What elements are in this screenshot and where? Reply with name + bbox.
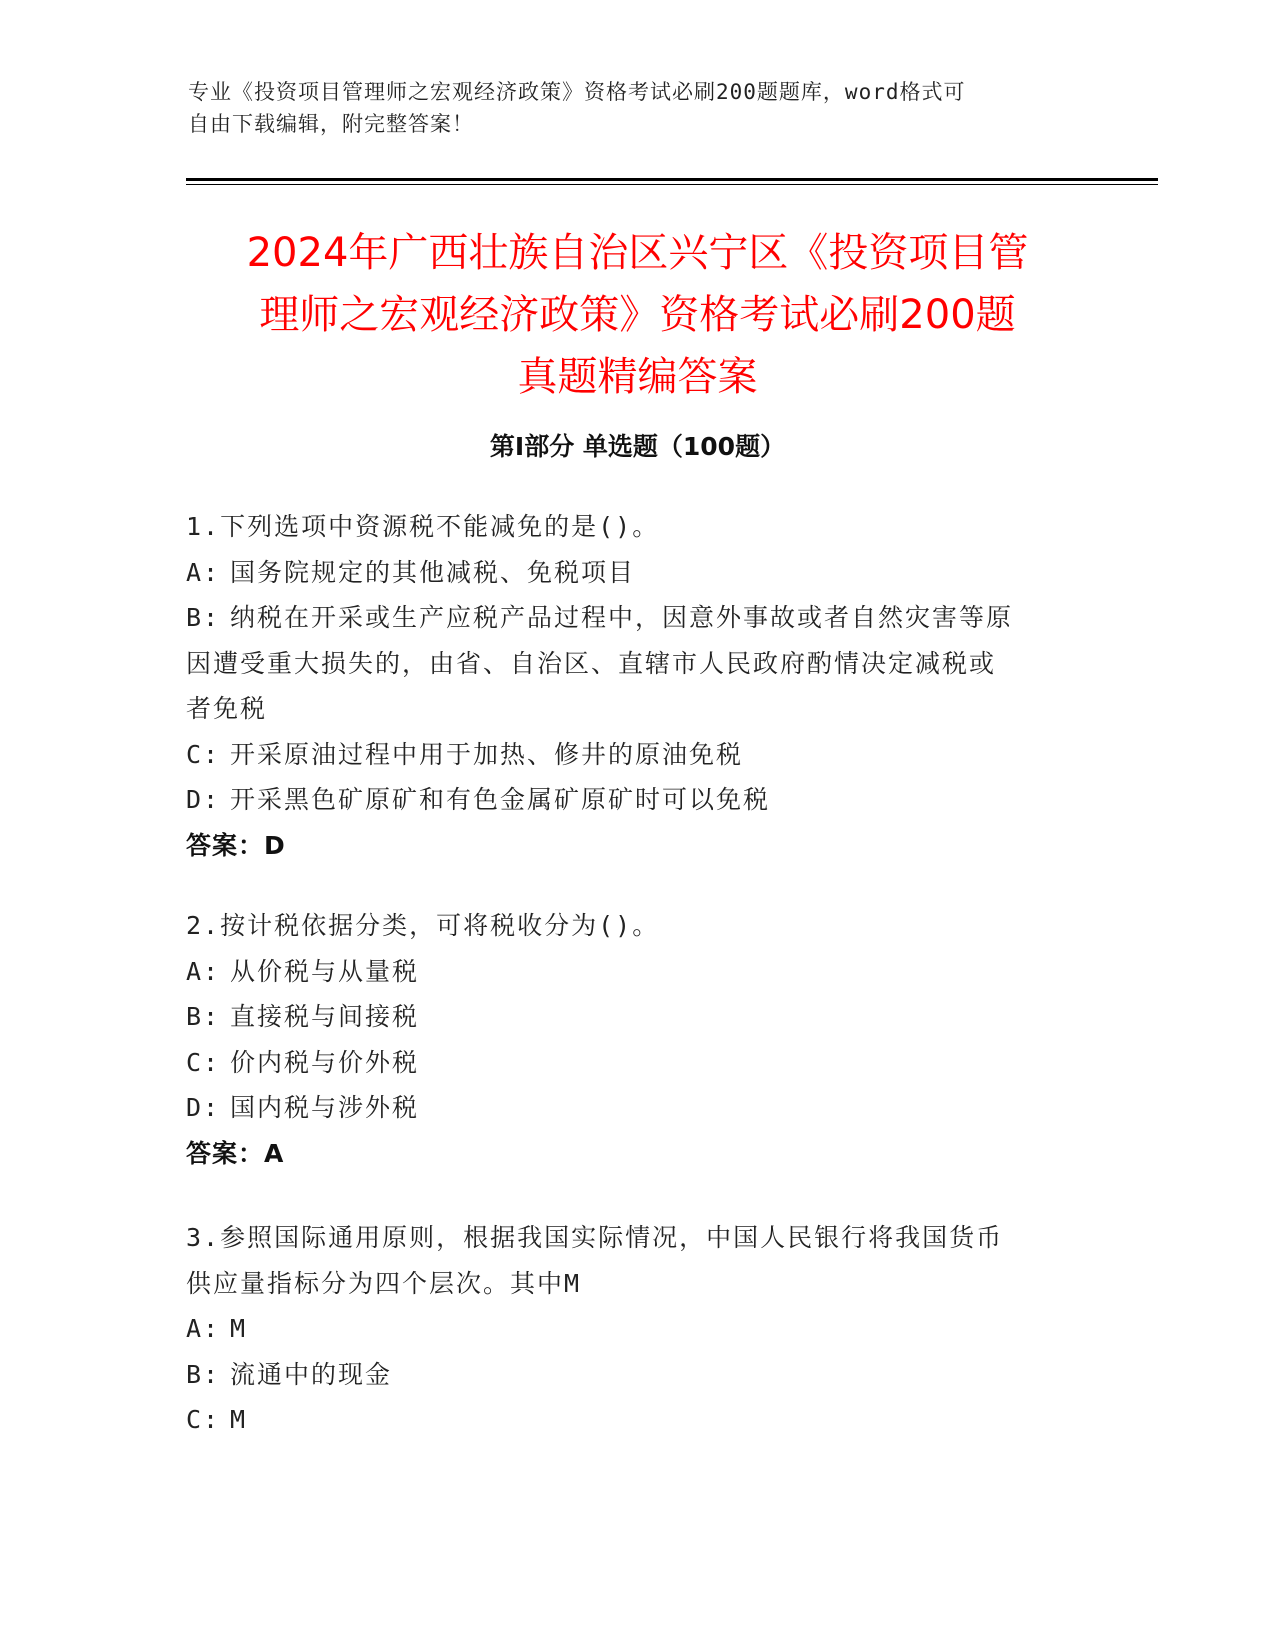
option-text: 国务院规定的其他减税、免税项目 [230,557,636,587]
option-b [186,994,1086,1040]
option-prefix: B: [186,1002,221,1031]
option-d [186,777,1086,823]
option-c [186,1397,1086,1443]
option-text: 纳税在开采或生产应税产品过程中，因意外事故或者自然灾害等原 [230,603,1014,632]
title-line-1: 2024年广西壮族自治区兴宁区《投资项目管 [246,230,1029,276]
option-text: 开采黑色矿原矿和有色金属矿原矿时可以免税 [230,785,771,814]
option-prefix: C: [186,1047,221,1077]
option-text: 直接税与间接税 [230,1002,420,1031]
question-2 [186,903,1086,1176]
question-stem-continued: 供应量指标分为四个层次。其中M [186,1268,582,1298]
header-divider-thin [186,184,1158,185]
question-stem: 2.按计税依据分类，可将税收分为()。 [186,911,660,940]
option-b-continued-2: 者免税 [186,694,268,723]
option-prefix: A: [186,557,221,587]
option-c [186,732,1086,778]
option-c [186,1040,1086,1086]
question-stem: 3.参照国际通用原则，根据我国实际情况，中国人民银行将我国货币 [186,1223,1004,1252]
question-1 [186,504,1086,868]
option-b-continued-1: 因遭受重大损失的，由省、自治区、直辖市人民政府酌情决定减税或 [186,648,997,678]
option-prefix: A: [186,1314,221,1343]
question-stem: 1.下列选项中资源税不能减免的是()。 [186,512,660,541]
option-text: 从价税与从量税 [230,956,420,986]
option-text: 国内税与涉外税 [230,1093,420,1122]
option-text: M [230,1405,248,1434]
answer-line: 答案：A [186,1138,285,1168]
answer-line: 答案：D [186,830,286,860]
option-text: 价内税与价外税 [230,1047,420,1077]
document-title [150,222,1125,408]
option-a [186,550,1086,596]
header-note-line-1: 专业《投资项目管理师之宏观经济政策》资格考试必刷200题题库，word格式可 [188,80,966,104]
header-note-line-2: 自由下载编辑，附完整答案！ [188,112,474,136]
title-line-3: 真题精编答案 [517,354,758,400]
title-line-2: 理师之宏观经济政策》资格考试必刷200题 [259,292,1016,338]
option-prefix: B: [186,1359,221,1389]
option-prefix: D: [186,785,221,814]
option-d [186,1085,1086,1131]
header-note [188,76,1088,140]
option-prefix: C: [186,739,221,769]
option-text: M [230,1314,248,1343]
option-text: 流通中的现金 [230,1359,393,1389]
option-b [186,1352,1086,1398]
header-divider-thick [186,178,1158,181]
option-prefix: C: [186,1405,221,1434]
option-prefix: D: [186,1093,221,1122]
question-3 [186,1215,1086,1443]
option-a [186,949,1086,995]
option-a [186,1306,1086,1352]
option-prefix: B: [186,603,221,632]
option-text: 开采原油过程中用于加热、修井的原油免税 [230,739,744,769]
section-heading: 第Ⅰ部分 单选题（100题） [489,432,786,461]
option-prefix: A: [186,956,221,986]
option-b [186,595,1086,641]
